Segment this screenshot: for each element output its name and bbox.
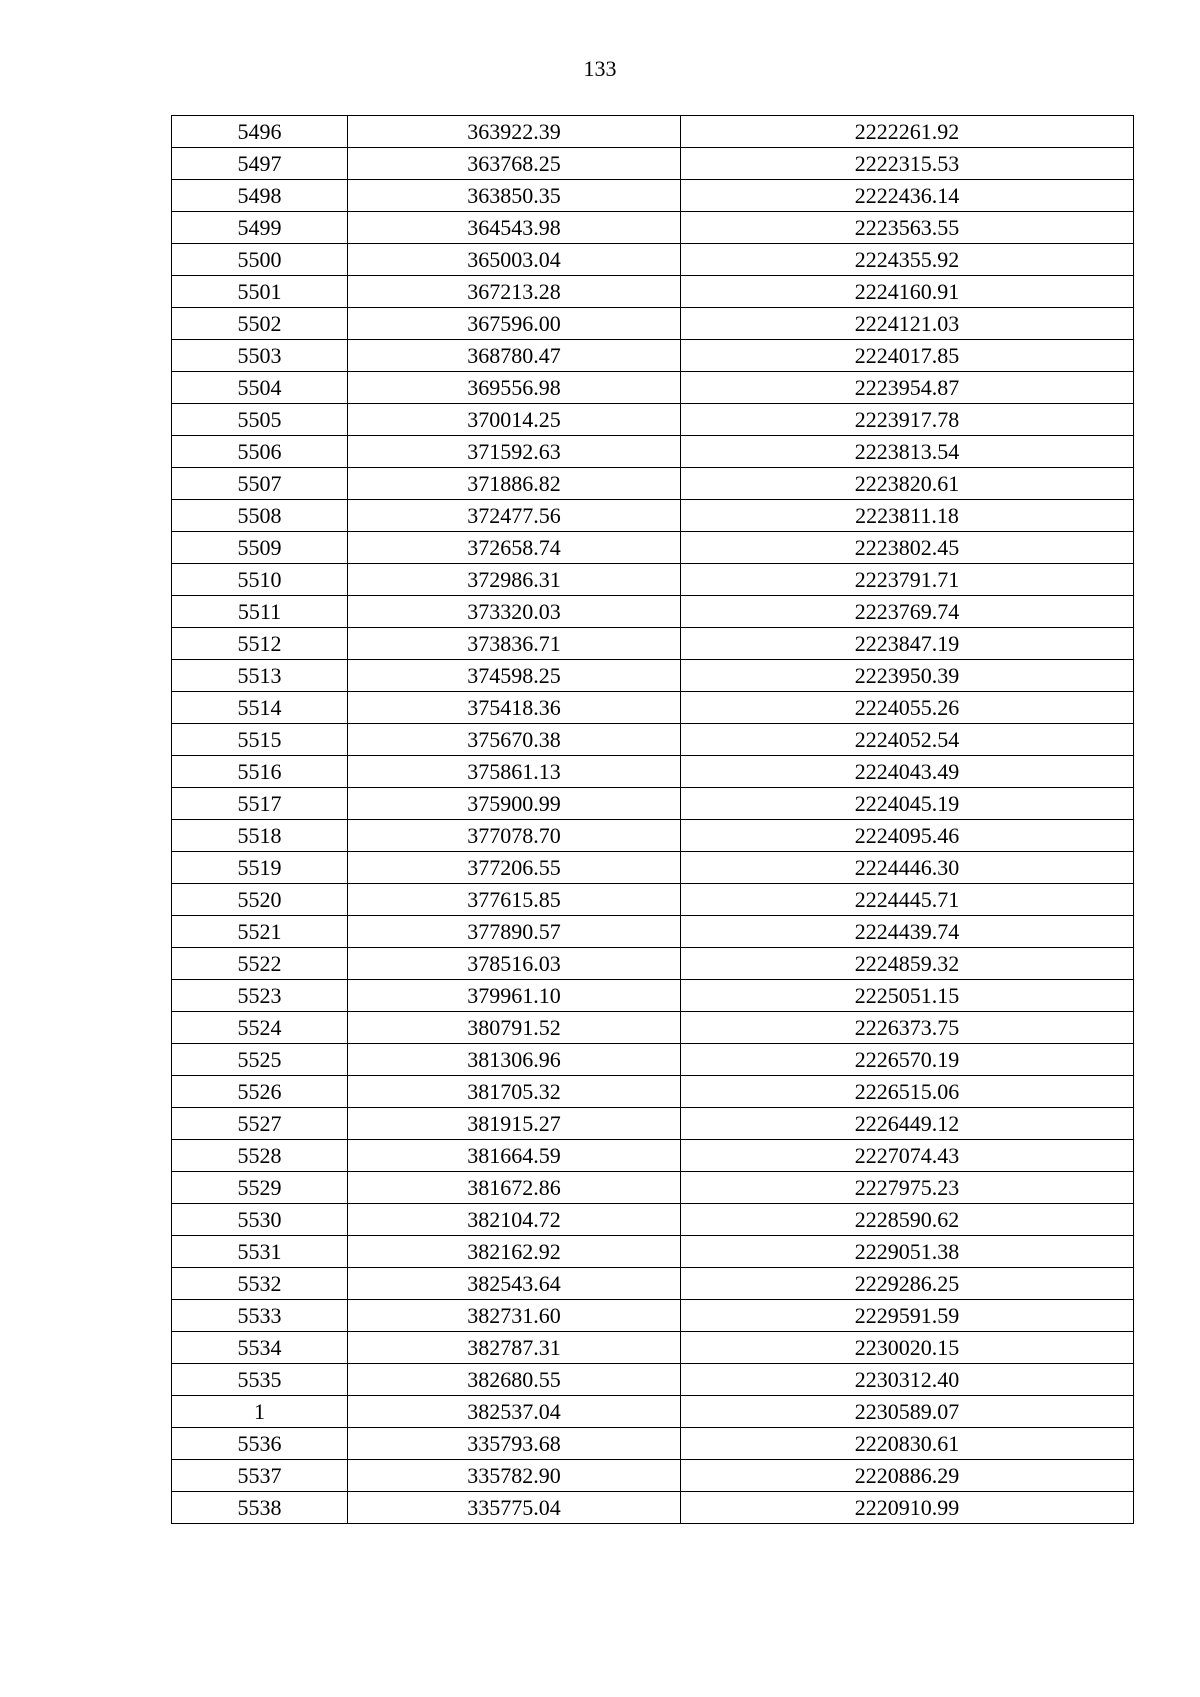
x-coordinate-cell: 381672.86: [348, 1172, 681, 1204]
table-row: [172, 980, 1134, 1012]
y-coordinate-cell: 2223811.18: [681, 500, 1134, 532]
table-row: [172, 372, 1134, 404]
y-coordinate-cell: 2224045.19: [681, 788, 1134, 820]
table-row: [172, 180, 1134, 212]
x-coordinate-cell: 381915.27: [348, 1108, 681, 1140]
x-coordinate-cell: 372986.31: [348, 564, 681, 596]
point-number-cell: 5497: [172, 148, 348, 180]
point-number-cell: 5503: [172, 340, 348, 372]
table-row: [172, 404, 1134, 436]
y-coordinate-cell: 2224017.85: [681, 340, 1134, 372]
point-number-cell: 5536: [172, 1428, 348, 1460]
y-coordinate-cell: 2224355.92: [681, 244, 1134, 276]
y-coordinate-cell: 2224095.46: [681, 820, 1134, 852]
table-row: [172, 1140, 1134, 1172]
table-row: [172, 1300, 1134, 1332]
table-row: [172, 756, 1134, 788]
x-coordinate-cell: 380791.52: [348, 1012, 681, 1044]
x-coordinate-cell: 375900.99: [348, 788, 681, 820]
y-coordinate-cell: 2226373.75: [681, 1012, 1134, 1044]
x-coordinate-cell: 382680.55: [348, 1364, 681, 1396]
table-row: [172, 916, 1134, 948]
table-row: [172, 1332, 1134, 1364]
y-coordinate-cell: 2223820.61: [681, 468, 1134, 500]
table-row: [172, 308, 1134, 340]
table-row: [172, 468, 1134, 500]
y-coordinate-cell: 2223950.39: [681, 660, 1134, 692]
x-coordinate-cell: 381306.96: [348, 1044, 681, 1076]
table-row: [172, 692, 1134, 724]
x-coordinate-cell: 365003.04: [348, 244, 681, 276]
x-coordinate-cell: 379961.10: [348, 980, 681, 1012]
y-coordinate-cell: 2225051.15: [681, 980, 1134, 1012]
point-number-cell: 5509: [172, 532, 348, 564]
y-coordinate-cell: 2223847.19: [681, 628, 1134, 660]
y-coordinate-cell: 2223802.45: [681, 532, 1134, 564]
y-coordinate-cell: 2222261.92: [681, 116, 1134, 148]
x-coordinate-cell: 375670.38: [348, 724, 681, 756]
point-number-cell: 5502: [172, 308, 348, 340]
table-row: [172, 1268, 1134, 1300]
table-row: [172, 660, 1134, 692]
x-coordinate-cell: 381705.32: [348, 1076, 681, 1108]
coordinates-table-body: [172, 116, 1134, 1524]
y-coordinate-cell: 2227074.43: [681, 1140, 1134, 1172]
y-coordinate-cell: 2224445.71: [681, 884, 1134, 916]
y-coordinate-cell: 2222315.53: [681, 148, 1134, 180]
point-number-cell: 5511: [172, 596, 348, 628]
point-number-cell: 5501: [172, 276, 348, 308]
x-coordinate-cell: 382104.72: [348, 1204, 681, 1236]
x-coordinate-cell: 377206.55: [348, 852, 681, 884]
point-number-cell: 5499: [172, 212, 348, 244]
point-number-cell: 5514: [172, 692, 348, 724]
table-row: [172, 1044, 1134, 1076]
y-coordinate-cell: 2229051.38: [681, 1236, 1134, 1268]
y-coordinate-cell: 2223563.55: [681, 212, 1134, 244]
x-coordinate-cell: 377890.57: [348, 916, 681, 948]
y-coordinate-cell: 2223769.74: [681, 596, 1134, 628]
point-number-cell: 5508: [172, 500, 348, 532]
y-coordinate-cell: 2228590.62: [681, 1204, 1134, 1236]
table-row: [172, 564, 1134, 596]
point-number-cell: 5519: [172, 852, 348, 884]
y-coordinate-cell: 2223954.87: [681, 372, 1134, 404]
x-coordinate-cell: 367213.28: [348, 276, 681, 308]
point-number-cell: 5521: [172, 916, 348, 948]
table-row: [172, 596, 1134, 628]
point-number-cell: 1: [172, 1396, 348, 1428]
table-row: [172, 1172, 1134, 1204]
y-coordinate-cell: 2224052.54: [681, 724, 1134, 756]
point-number-cell: 5526: [172, 1076, 348, 1108]
table-row: [172, 244, 1134, 276]
point-number-cell: 5538: [172, 1492, 348, 1524]
point-number-cell: 5520: [172, 884, 348, 916]
y-coordinate-cell: 2230589.07: [681, 1396, 1134, 1428]
y-coordinate-cell: 2224043.49: [681, 756, 1134, 788]
table-row: [172, 1236, 1134, 1268]
point-number-cell: 5531: [172, 1236, 348, 1268]
point-number-cell: 5498: [172, 180, 348, 212]
point-number-cell: 5522: [172, 948, 348, 980]
table-row: [172, 1492, 1134, 1524]
x-coordinate-cell: 381664.59: [348, 1140, 681, 1172]
x-coordinate-cell: 374598.25: [348, 660, 681, 692]
y-coordinate-cell: 2224859.32: [681, 948, 1134, 980]
table-row: [172, 820, 1134, 852]
x-coordinate-cell: 364543.98: [348, 212, 681, 244]
y-coordinate-cell: 2220830.61: [681, 1428, 1134, 1460]
table-row: [172, 436, 1134, 468]
x-coordinate-cell: 363768.25: [348, 148, 681, 180]
x-coordinate-cell: 382162.92: [348, 1236, 681, 1268]
point-number-cell: 5533: [172, 1300, 348, 1332]
page-number: 133: [583, 56, 617, 81]
table-row: [172, 116, 1134, 148]
x-coordinate-cell: 369556.98: [348, 372, 681, 404]
point-number-cell: 5496: [172, 116, 348, 148]
table-row: [172, 148, 1134, 180]
x-coordinate-cell: 367596.00: [348, 308, 681, 340]
x-coordinate-cell: 371886.82: [348, 468, 681, 500]
point-number-cell: 5515: [172, 724, 348, 756]
coordinates-table: [171, 115, 1134, 1524]
point-number-cell: 5524: [172, 1012, 348, 1044]
table-row: [172, 884, 1134, 916]
y-coordinate-cell: 2229286.25: [681, 1268, 1134, 1300]
y-coordinate-cell: 2227975.23: [681, 1172, 1134, 1204]
x-coordinate-cell: 371592.63: [348, 436, 681, 468]
table-row: [172, 500, 1134, 532]
table-row: [172, 1012, 1134, 1044]
point-number-cell: 5537: [172, 1460, 348, 1492]
y-coordinate-cell: 2223813.54: [681, 436, 1134, 468]
table-row: [172, 948, 1134, 980]
y-coordinate-cell: 2220910.99: [681, 1492, 1134, 1524]
x-coordinate-cell: 373836.71: [348, 628, 681, 660]
table-row: [172, 340, 1134, 372]
table-row: [172, 724, 1134, 756]
table-row: [172, 852, 1134, 884]
table-row: [172, 276, 1134, 308]
point-number-cell: 5528: [172, 1140, 348, 1172]
point-number-cell: 5505: [172, 404, 348, 436]
x-coordinate-cell: 377078.70: [348, 820, 681, 852]
y-coordinate-cell: 2226515.06: [681, 1076, 1134, 1108]
point-number-cell: 5504: [172, 372, 348, 404]
y-coordinate-cell: 2230020.15: [681, 1332, 1134, 1364]
x-coordinate-cell: 363922.39: [348, 116, 681, 148]
x-coordinate-cell: 372658.74: [348, 532, 681, 564]
y-coordinate-cell: 2226449.12: [681, 1108, 1134, 1140]
x-coordinate-cell: 378516.03: [348, 948, 681, 980]
table-row: [172, 1204, 1134, 1236]
point-number-cell: 5529: [172, 1172, 348, 1204]
y-coordinate-cell: 2223917.78: [681, 404, 1134, 436]
x-coordinate-cell: 368780.47: [348, 340, 681, 372]
table-row: [172, 212, 1134, 244]
point-number-cell: 5516: [172, 756, 348, 788]
point-number-cell: 5500: [172, 244, 348, 276]
y-coordinate-cell: 2226570.19: [681, 1044, 1134, 1076]
table-row: [172, 1460, 1134, 1492]
point-number-cell: 5534: [172, 1332, 348, 1364]
table-row: [172, 1396, 1134, 1428]
x-coordinate-cell: 382543.64: [348, 1268, 681, 1300]
point-number-cell: 5523: [172, 980, 348, 1012]
y-coordinate-cell: 2222436.14: [681, 180, 1134, 212]
y-coordinate-cell: 2224055.26: [681, 692, 1134, 724]
x-coordinate-cell: 363850.35: [348, 180, 681, 212]
point-number-cell: 5517: [172, 788, 348, 820]
y-coordinate-cell: 2224160.91: [681, 276, 1134, 308]
x-coordinate-cell: 372477.56: [348, 500, 681, 532]
x-coordinate-cell: 382537.04: [348, 1396, 681, 1428]
y-coordinate-cell: 2224439.74: [681, 916, 1134, 948]
table-row: [172, 1428, 1134, 1460]
point-number-cell: 5513: [172, 660, 348, 692]
point-number-cell: 5530: [172, 1204, 348, 1236]
point-number-cell: 5510: [172, 564, 348, 596]
point-number-cell: 5532: [172, 1268, 348, 1300]
y-coordinate-cell: 2224121.03: [681, 308, 1134, 340]
point-number-cell: 5506: [172, 436, 348, 468]
x-coordinate-cell: 370014.25: [348, 404, 681, 436]
table-row: [172, 1108, 1134, 1140]
x-coordinate-cell: 377615.85: [348, 884, 681, 916]
y-coordinate-cell: 2220886.29: [681, 1460, 1134, 1492]
point-number-cell: 5535: [172, 1364, 348, 1396]
y-coordinate-cell: 2224446.30: [681, 852, 1134, 884]
table-row: [172, 532, 1134, 564]
x-coordinate-cell: 382731.60: [348, 1300, 681, 1332]
point-number-cell: 5507: [172, 468, 348, 500]
x-coordinate-cell: 335793.68: [348, 1428, 681, 1460]
y-coordinate-cell: 2223791.71: [681, 564, 1134, 596]
x-coordinate-cell: 375418.36: [348, 692, 681, 724]
y-coordinate-cell: 2229591.59: [681, 1300, 1134, 1332]
x-coordinate-cell: 382787.31: [348, 1332, 681, 1364]
table-row: [172, 1076, 1134, 1108]
x-coordinate-cell: 375861.13: [348, 756, 681, 788]
point-number-cell: 5527: [172, 1108, 348, 1140]
x-coordinate-cell: 335775.04: [348, 1492, 681, 1524]
point-number-cell: 5512: [172, 628, 348, 660]
table-row: [172, 628, 1134, 660]
x-coordinate-cell: 373320.03: [348, 596, 681, 628]
point-number-cell: 5518: [172, 820, 348, 852]
point-number-cell: 5525: [172, 1044, 348, 1076]
y-coordinate-cell: 2230312.40: [681, 1364, 1134, 1396]
x-coordinate-cell: 335782.90: [348, 1460, 681, 1492]
table-row: [172, 788, 1134, 820]
table-row: [172, 1364, 1134, 1396]
